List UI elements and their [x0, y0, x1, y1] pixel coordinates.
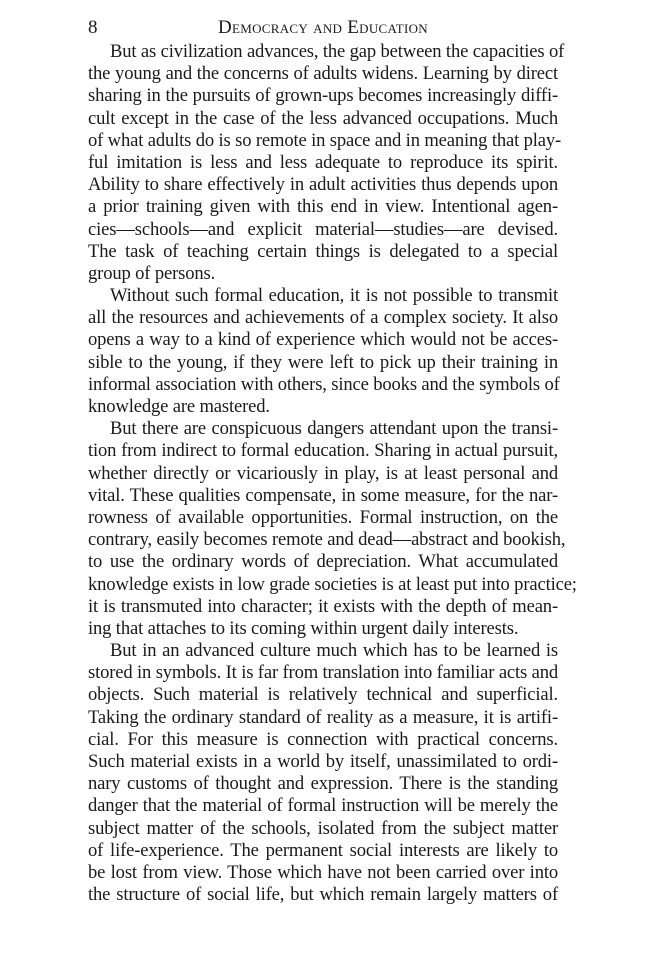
text-line: ing that attaches to its coming within urgent daily interests. [88, 617, 519, 639]
body-text [88, 41, 577, 906]
text-line: Without such formal education, it is not possible to transmit [110, 285, 558, 307]
paragraph [88, 285, 558, 418]
text-line: nary customs of thought and expression. There is the standing [88, 773, 558, 795]
text-line: whether directly or vicariously in play, is at least personal and [88, 462, 558, 484]
text-line: knowledge exists in low grade societies is at least put into practice; [88, 573, 577, 595]
text-line: cult except in the case of the less advanced occupations. Much [88, 107, 558, 129]
paragraph [88, 640, 558, 906]
text-line: vital. These qualities compensate, in some measure, for the nar- [88, 484, 558, 506]
text-line: be lost from view. Those which have not been carried over into [88, 861, 558, 883]
text-line: Ability to share effectively in adult activities thus depends upon [88, 174, 558, 196]
text-line: informal association with others, since books and the symbols of [88, 373, 560, 395]
text-line: ful imitation is less and less adequate to reproduce its spirit. [88, 151, 558, 173]
text-line: Such material exists in a world by itself, unassimilated to ordi- [88, 751, 558, 772]
text-line: of life-experience. The permanent social interests are likely to [88, 839, 558, 861]
text-line: The task of teaching certain things is delegated to a special [88, 240, 558, 262]
text-line: tion from indirect to formal education. Sharing in actual pursuit, [88, 440, 558, 462]
text-line: rowness of available opportunities. Formal instruction, on the [88, 506, 558, 528]
text-line: a prior training given with this end in view. Intentional agen- [88, 196, 558, 218]
text-line: to use the ordinary words of depreciation. What accumulated [88, 551, 558, 573]
text-line: opens a way to a kind of experience which would not be acces- [88, 329, 558, 351]
text-line: the structure of social life, but which remain largely matters of [88, 884, 558, 906]
text-line: subject matter of the schools, isolated from the subject matter [88, 817, 558, 839]
text-line: But in an advanced culture much which has to be learned is [110, 640, 558, 662]
running-head [88, 16, 558, 40]
text-line: knowledge are mastered. [88, 396, 270, 417]
text-line: group of persons. [88, 262, 216, 284]
text-line: of what adults do is so remote in space and in meaning that play- [88, 129, 562, 151]
text-line: But as civilization advances, the gap between the capacities of [110, 41, 565, 62]
text-line: objects. Such material is relatively technical and superficial. [88, 684, 558, 706]
text-line: cial. For this measure is connection with practical concerns. [88, 728, 558, 750]
text-line: danger that the material of formal instruction will be merely the [88, 795, 558, 817]
text-line: sharing in the pursuits of grown-ups becomes increasingly diffi- [88, 85, 558, 107]
book-title: Democracy and Education [217, 17, 428, 38]
text-line: contrary, easily becomes remote and dead—abstract and bookish, [88, 529, 566, 551]
text-line: But there are conspicuous dangers attendant upon the transi- [110, 418, 558, 440]
text-line: all the resources and achievements of a complex society. It also [88, 307, 558, 329]
text-line: Taking the ordinary standard of reality as a measure, it is artifi- [88, 706, 558, 728]
page-number: 8 [88, 17, 98, 38]
text-line: the young and the concerns of adults widens. Learning by direct [88, 63, 558, 85]
paragraph [88, 418, 577, 640]
text-line: sible to the young, if they were left to pick up their training in [88, 351, 558, 373]
text-line: it is transmuted into character; it exists with the depth of mean- [88, 595, 558, 617]
paragraph [88, 41, 565, 285]
text-line: stored in symbols. It is far from translation into familiar acts and [88, 662, 559, 684]
text-line: cies—schools—and explicit material—studies—are devised. [88, 218, 558, 240]
